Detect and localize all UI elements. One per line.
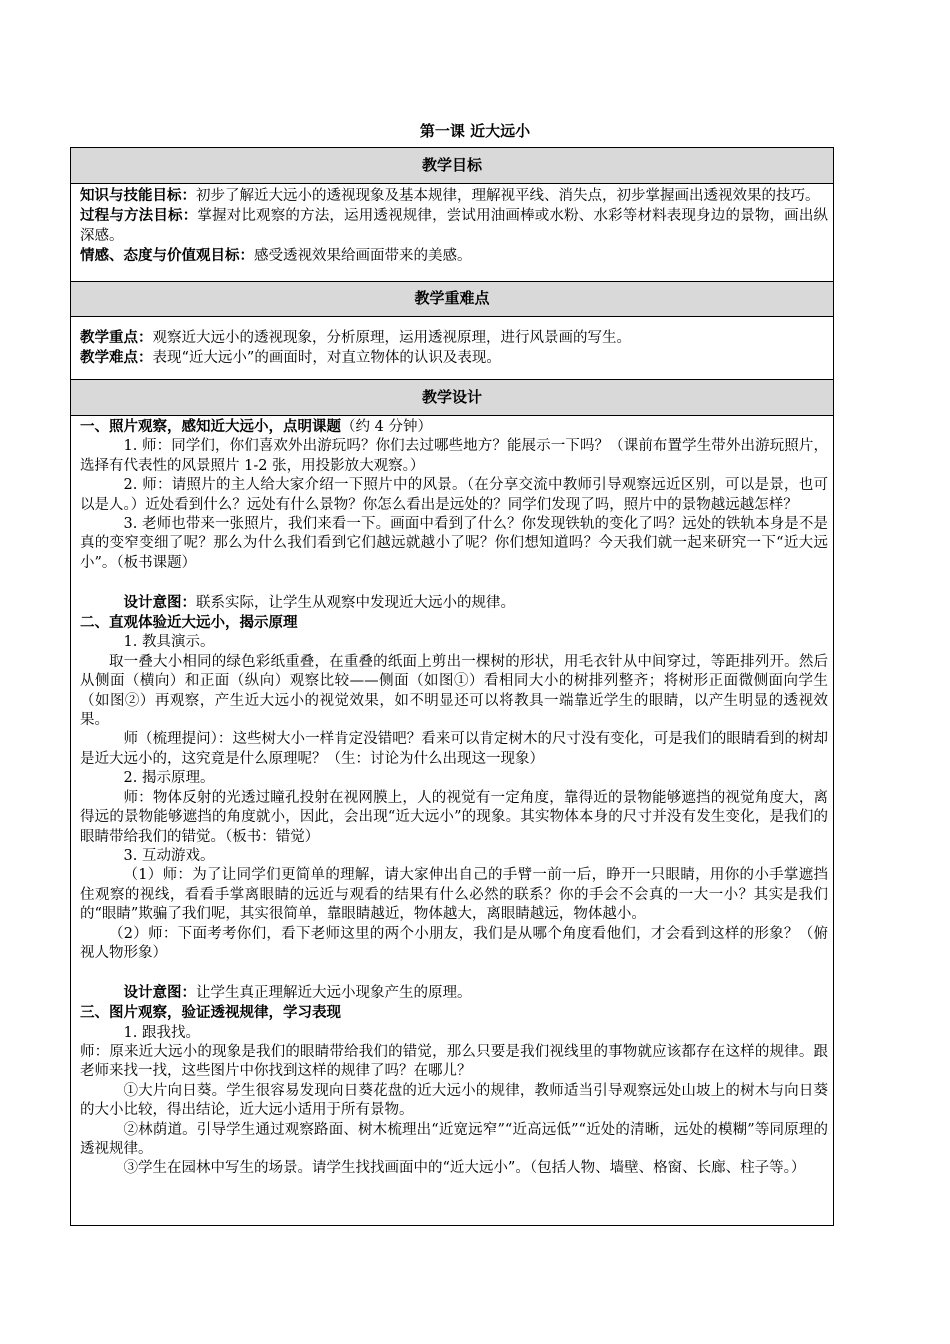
difficulty-text: 表现“近大远小”的画面时，对直立物体的认识及表现。 xyxy=(152,350,501,367)
paragraph: （1）师：为了让同学们更简单的理解，请大家伸出自己的手臂一前一后，睁开一只眼睛，用你的小手掌遮挡住观察的视线，看看手掌离眼睛的远近与观看的结果有什么必然的联系？你的手会不会真的一大一小？其实是我们的“眼睛”欺骗了我们呢，其实很简单，靠眼睛越近，物体越大，离眼睛越远，物体越小。 xyxy=(80,867,828,923)
design-intent xyxy=(80,593,828,613)
paragraph: （2）师：下面考考你们，看下老师这里的两个小朋友，我们是从哪个角度看他们，才会看到这样的形象？（俯视人物形象） xyxy=(80,925,828,961)
paragraph: 3. 老师也带来一张照片，我们来看一下。画面中看到了什么？你发现铁轨的变化了吗？远处的铁轨本身是不是真的变窄变细了呢？那么为什么我们看到它们越远就越小了呢？你们想知道吗？今天我们就一起来研究一下“近大远小”。（板书课题） xyxy=(80,516,828,571)
design-intent-text: 让学生真正理解近大远小现象产生的原理。 xyxy=(196,984,472,1001)
section-3-title xyxy=(80,1003,828,1023)
keypoints-header-text: 教学重难点 xyxy=(414,289,490,307)
lesson-title: 第一课 近大远小 xyxy=(419,122,531,140)
design-intent xyxy=(80,983,828,1003)
paragraph: 1. 跟我找。 xyxy=(123,1024,200,1041)
goals-body xyxy=(80,186,828,267)
keypoints-body xyxy=(80,328,828,369)
goal-knowledge xyxy=(80,186,828,206)
paragraph: 3. 互动游戏。 xyxy=(123,847,215,864)
paragraph: ③学生在园林中写生的场景。请学生找找画面中的“近大远小”。（包括人物、墙壁、格窗、长廊、柱子等。） xyxy=(123,1160,806,1177)
design-header-text: 教学设计 xyxy=(421,388,482,406)
section-2-title xyxy=(80,613,828,633)
section-2-heading: 二、直观体验近大远小，揭示原理 xyxy=(80,614,298,632)
focus-line xyxy=(80,328,828,348)
lesson-plan-table xyxy=(70,147,834,1226)
paragraph: 师（梳理提问）：这些树大小一样肯定没错吧？看来可以肯定树木的尺寸没有变化，可是我们的眼睛看到的树却是近大远小的，这究竟是什么原理呢？（生：讨论为什么出现这一现象） xyxy=(80,731,828,767)
section-1-title xyxy=(80,417,828,437)
goal-knowledge-label: 知识与技能目标： xyxy=(80,187,196,204)
goals-header xyxy=(71,148,833,184)
goal-knowledge-text: 初步了解近大远小的透视现象及基本规律，理解视平线、消失点，初步掌握画出透视效果的技巧。 xyxy=(196,188,820,204)
paragraph: 师：物体反射的光透过瞳孔投射在视网膜上，人的视觉有一定角度，靠得近的景物能够遮挡的视觉角度大，离得远的景物能够遮挡的角度就小，因此，会出现“近大远小”的现象。其实物体本身的尺寸并没有发生变化，是我们的眼睛带给我们的错觉。（板书：错觉） xyxy=(80,789,828,845)
paragraph: ②林荫道。引导学生通过观察路面、树木梳理出“近宽远窄”“近高远低”“近处的清晰，远处的模糊”等同原理的透视规律。 xyxy=(80,1121,828,1157)
design-intent-label: 设计意图： xyxy=(123,593,196,611)
paragraph: 师：原来近大远小的现象是我们的眼睛带给我们的错觉，那么只要是我们视线里的事物就应该都存在这样的规律。跟老师来找一找，这些图片中你找到这样的规律了吗？在哪儿？ xyxy=(80,1043,828,1080)
section-1-heading: 一、照片观察，感知近大远小，点明课题 xyxy=(80,418,341,435)
goal-process xyxy=(80,206,828,246)
goal-attitude-label: 情感、态度与价值观目标： xyxy=(80,247,254,265)
goals-header-text: 教学目标 xyxy=(421,156,482,174)
difficulty-line xyxy=(80,348,828,368)
design-intent-label: 设计意图： xyxy=(123,983,196,1001)
design-header xyxy=(71,380,833,416)
difficulty-label: 教学难点： xyxy=(80,349,153,367)
paragraph: ①大片向日葵。学生很容易发现向日葵花盘的近大远小的规律，教师适当引导观察远处山坡上的树木与向日葵的大小比较，得出结论，近大远小适用于所有景物。 xyxy=(80,1082,828,1119)
goal-attitude xyxy=(80,246,828,266)
design-body xyxy=(80,417,828,1179)
goal-process-label: 过程与方法目标： xyxy=(80,207,198,225)
focus-label: 教学重点： xyxy=(80,329,153,346)
focus-text: 观察近大远小的透视现象，分析原理，运用透视原理，进行风景画的写生。 xyxy=(152,330,631,346)
paragraph: 1. 教具演示。 xyxy=(123,634,215,651)
goal-process-text: 掌握对比观察的方法，运用透视规律，尝试用油画棒或水粉、水彩等材料表现身边的景物，画出纵深感。 xyxy=(80,208,828,244)
keypoints-header xyxy=(71,282,833,317)
section-3-heading: 三、图片观察，验证透视规律，学习表现 xyxy=(80,1004,341,1022)
paragraph: 取一叠大小相同的绿色彩纸重叠，在重叠的纸面上剪出一棵树的形状，用毛衣针从中间穿过，等距排列开。然后从侧面（横向）和正面（纵向）观察比较——侧面（如图①）看相同大小的树排列整齐；将树形正面微侧面向学生（如图②）再观察，产生近大远小的视觉效果，如不明显还可以将教具一端靠近学生的眼睛，以产生明显的透视效果。 xyxy=(80,653,828,729)
design-intent-text: 联系实际，让学生从观察中发现近大远小的规律。 xyxy=(196,594,515,611)
goal-attitude-text: 感受透视效果给画面带来的美感。 xyxy=(254,248,472,265)
paragraph: 2. 揭示原理。 xyxy=(123,770,215,787)
paragraph: 1. 师：同学们，你们喜欢外出游玩吗？你们去过哪些地方？能展示一下吗？（课前布置学生带外出游玩照片，选择有代表性的风景照片 1-2 张，用投影放大观察。） xyxy=(80,438,828,474)
section-1-time: （约 4 分钟） xyxy=(341,419,432,435)
paragraph: 2. 师：请照片的主人给大家介绍一下照片中的风景。（在分享交流中教师引导观察远近区别，可以是景，也可以是人。）近处看到什么？远处有什么景物？你怎么看出是远处的？同学们发现了吗，照片中的景物越远越怎样？ xyxy=(80,477,828,513)
